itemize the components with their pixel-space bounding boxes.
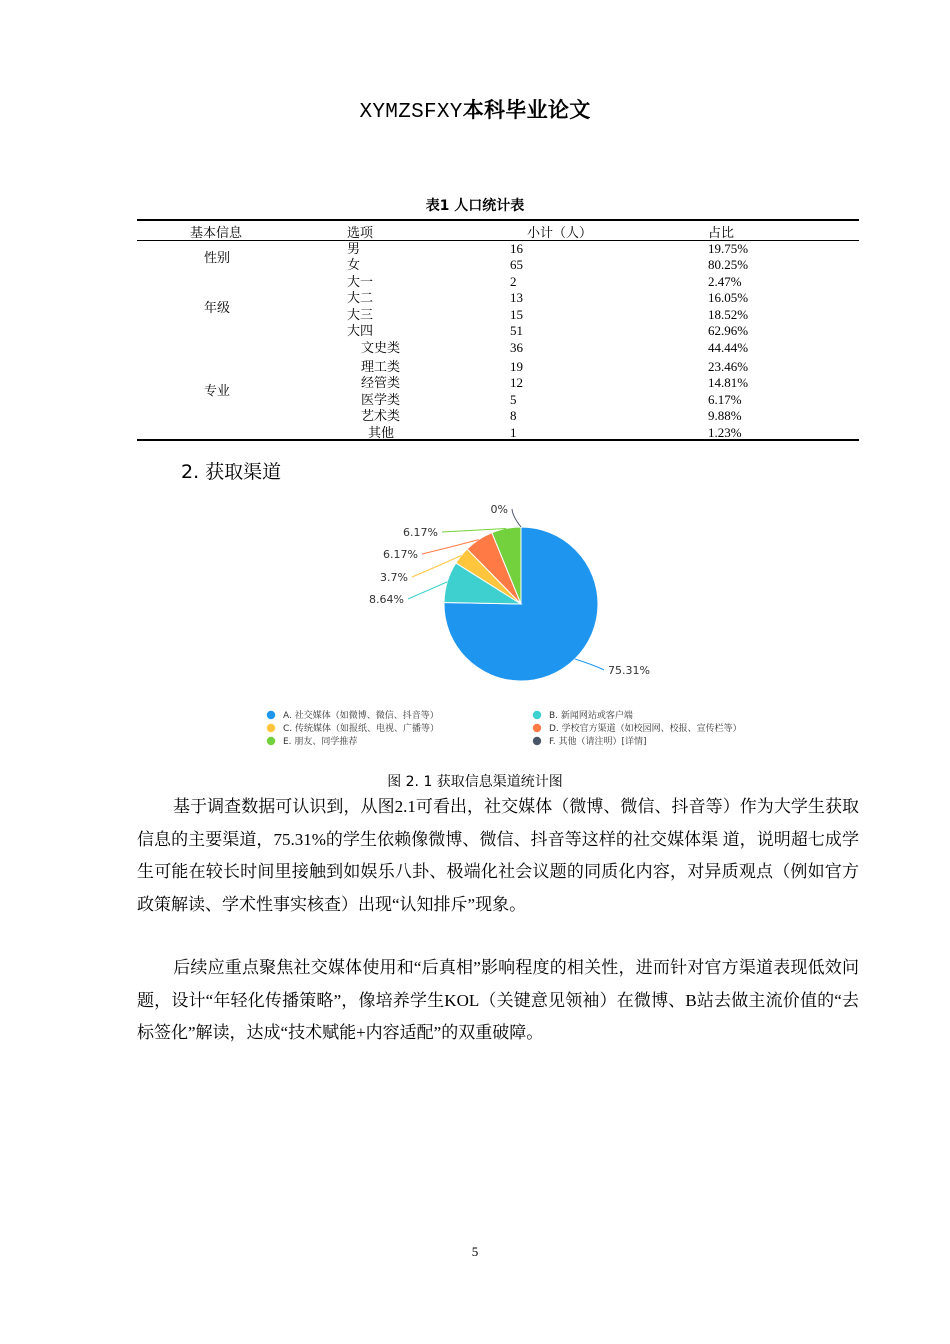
row-percent: 18.52%: [708, 307, 749, 322]
page-header: [0, 94, 950, 124]
row-percent: 80.25%: [708, 257, 749, 272]
body-paragraph: [137, 791, 859, 921]
table-header-rule: [137, 240, 859, 241]
row-percent: 2.47%: [708, 274, 742, 289]
channel-pie-chart: [0, 495, 950, 765]
table-caption: 表1 人口统计表: [425, 198, 525, 214]
row-option: 大二: [347, 290, 374, 305]
pie-data-label: 6.17%: [403, 526, 438, 539]
row-count: 8: [510, 408, 517, 423]
row-percent: 19.75%: [708, 241, 749, 256]
row-percent: 62.96%: [708, 323, 749, 338]
pie-data-label: 3.7%: [380, 571, 408, 584]
row-percent: 9.88%: [708, 408, 742, 423]
row-option: 理工类: [361, 359, 401, 374]
header-percent: 占比: [708, 225, 735, 240]
legend-entry: E. 朋友、同学推荐: [283, 737, 358, 747]
legend-entry: D. 学校官方渠道（如校园网、校报、宣传栏等）: [549, 724, 742, 734]
legend-entry: B. 新闻网站或客户端: [549, 711, 633, 721]
header-latin: XYMZSFXY: [359, 101, 463, 124]
pie-leader-line: [575, 659, 604, 670]
row-count: 16: [510, 241, 523, 256]
row-percent: 14.81%: [708, 375, 749, 390]
legend-marker: [267, 724, 275, 732]
row-option: 文史类: [361, 340, 401, 355]
group-grade: 年级: [204, 300, 231, 315]
row-count: 65: [510, 257, 523, 272]
header-title: 本科毕业论文: [462, 98, 591, 122]
row-option: 大三: [347, 307, 374, 322]
pie-data-label: 8.64%: [369, 593, 404, 606]
legend-entry: F. 其他（请注明）[详情]: [549, 737, 647, 747]
body-paragraph: [137, 952, 859, 1050]
row-percent: 6.17%: [708, 392, 742, 407]
legend-marker: [267, 737, 275, 745]
figure-caption: 图 2. 1 获取信息渠道统计图: [387, 774, 563, 790]
row-option: 大四: [347, 323, 374, 338]
legend-marker: [533, 737, 541, 745]
legend-entry: C. 传统媒体（如报纸、电视、广播等）: [283, 724, 440, 734]
row-count: 15: [510, 307, 523, 322]
legend-entry: A. 社交媒体（如微博、微信、抖音等）: [283, 711, 439, 721]
row-count: 1: [510, 425, 517, 440]
row-count: 5: [510, 392, 517, 407]
legend-marker: [533, 724, 541, 732]
row-option: 艺术类: [361, 408, 401, 423]
page-number: 5: [471, 1244, 479, 1259]
pie-data-label: 6.17%: [383, 548, 418, 561]
pie-data-label: 0%: [490, 503, 508, 516]
header-basic-info: 基本信息: [190, 225, 243, 240]
pie-data-label: 75.31%: [608, 664, 650, 677]
row-percent: 44.44%: [708, 340, 749, 355]
row-option: 大一: [347, 274, 374, 289]
group-major: 专业: [204, 383, 231, 398]
row-count: 19: [510, 359, 523, 374]
legend-marker: [533, 711, 541, 719]
row-option: 经管类: [361, 375, 401, 390]
row-option: 女: [347, 257, 361, 272]
row-count: 2: [510, 274, 517, 289]
row-option: 男: [347, 241, 361, 256]
section-heading: 2. 获取渠道: [181, 461, 282, 483]
legend-marker: [267, 711, 275, 719]
paragraph-text: 后续应重点聚焦社交媒体使用和“后真相”影响程度的相关性，进而针对官方渠道表现低效问题，设计“年轻化传播策略”，像培养学生KOL（关键意见领袖）在微博、B站去做主流价值的“去标签化”解读，达成“技术赋能+内容适配”的双重破障。: [137, 958, 859, 1042]
pie-leader-line: [512, 509, 521, 527]
demographic-table: [137, 219, 859, 441]
row-count: 13: [510, 290, 523, 305]
row-count: 12: [510, 375, 523, 390]
row-count: 36: [510, 340, 523, 355]
row-percent: 23.46%: [708, 359, 749, 374]
row-count: 51: [510, 323, 523, 338]
row-option: 医学类: [361, 392, 401, 407]
row-percent: 1.23%: [708, 425, 742, 440]
header-count: 小计（人）: [527, 225, 593, 240]
group-gender: 性别: [204, 250, 231, 265]
row-percent: 16.05%: [708, 290, 749, 305]
pie-leader-line: [408, 582, 447, 599]
row-option: 其他: [368, 425, 395, 440]
paragraph-text: 基于调查数据可认识到，从图2.1可看出，社交媒体（微博、微信、抖音等）作为大学生获取信息的主要渠道，75.31%的学生依赖像微博、微信、抖音等这样的社交媒体渠 道，说明超七成学生可能在较长时间里接触到如娱乐八卦、极端化社会议题的同质化内容，对异质观点（例如官方政策解读、学术性事实核查）出现“认知排斥”现象。: [137, 797, 859, 914]
header-option: 选项: [347, 225, 374, 240]
